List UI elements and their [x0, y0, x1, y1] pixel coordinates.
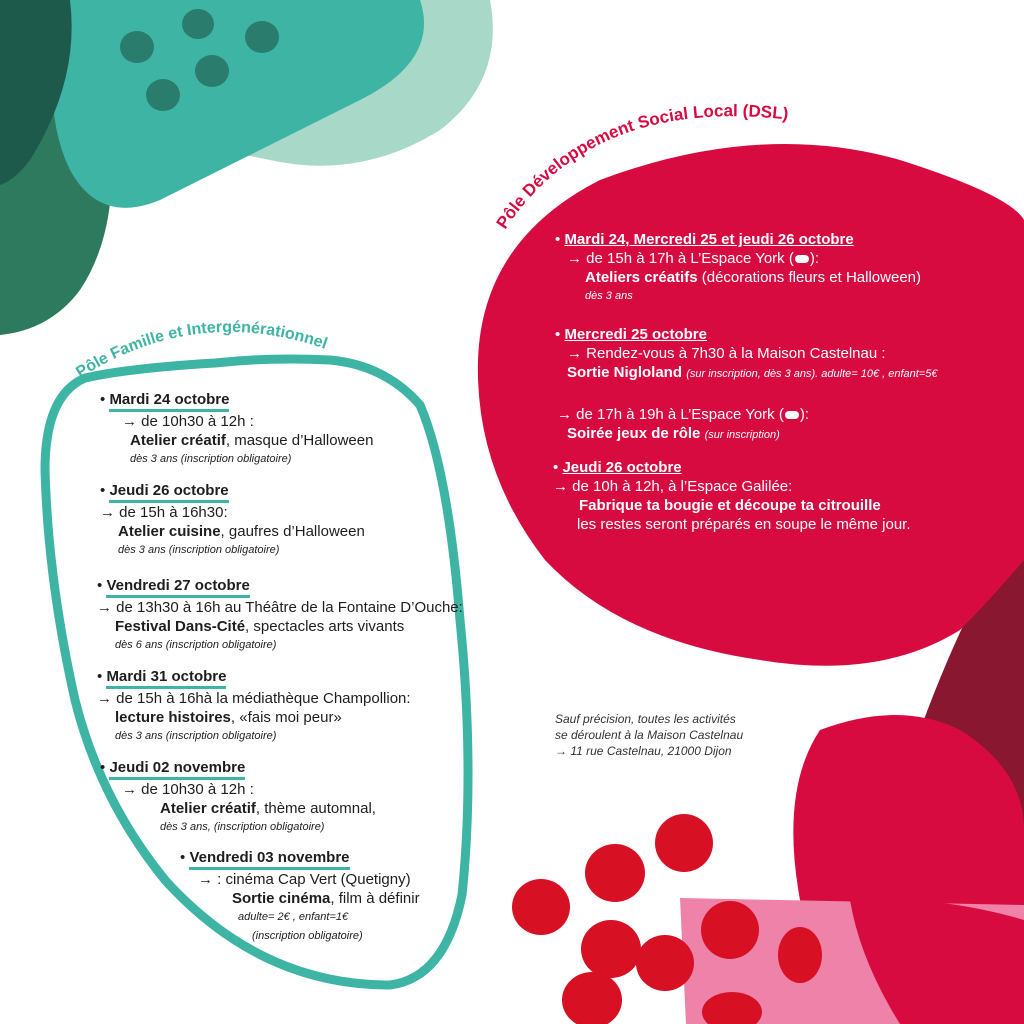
activity-name: Soirée jeux de rôle	[567, 425, 701, 442]
activity-name: Festival Dans-Cité	[115, 618, 246, 635]
famille-event-3: • Vendredi 27 octobre → de 13h30 à 16h au Théâtre de la Fontaine D’Ouche: Festival Dans-Cité, spectacles arts vivants dès 6 ans (inscription obligatoire)	[97, 577, 463, 651]
activity-name: Sortie cinéma	[232, 890, 331, 907]
famille-event-4: • Mardi 31 octobre → de 15h à 16hà la médiathèque Champollion: lecture histoires, «fais moi peur» dès 3 ans (inscription obligatoire)	[97, 668, 411, 742]
dsl-title: Pôle Développement Social Local (DSL)	[492, 101, 790, 233]
famille-title: Pôle Famille et Intergénérationnel	[73, 318, 330, 382]
activity-name: lecture histoires	[115, 709, 231, 726]
famille-event-2: • Jeudi 26 octobre → de 15h à 16h30: Atelier cuisine, gaufres d’Halloween dès 3 ans (inscription obligatoire)	[100, 482, 365, 556]
event-date: Vendredi 03 novembre	[189, 848, 349, 870]
event-date: Jeudi 26 octobre	[562, 459, 682, 476]
event-date: Jeudi 26 octobre	[109, 481, 228, 503]
location-note: Sauf précision, toutes les activités se déroulent à la Maison Castelnau → 11 rue Castelnau, 21000 Dijon	[555, 712, 744, 758]
event-date: Mardi 24 octobre	[109, 390, 229, 412]
dsl-event-2: • Mercredi 25 octobre → Rendez-vous à 7h30 à la Maison Castelnau : Sortie Nigloland (sur inscription, dès 3 ans). adulte= 10€ , enfant=5€ → de 17h à 19h à L’Espace York ( ): Soirée jeux de rôle (sur inscription)	[555, 326, 938, 442]
event-date: Jeudi 02 novembre	[109, 758, 245, 780]
activity-name: Fabrique ta bougie et découpe ta citrouille	[579, 497, 881, 514]
famille-event-1: • Mardi 24 octobre → de 10h30 à 12h : Atelier créatif, masque d’Halloween dès 3 ans (inscription obligatoire)	[100, 391, 374, 465]
famille-event-6: • Vendredi 03 novembre → : cinéma Cap Vert (Quetigny) Sortie cinéma, film à définir adulte= 2€ , enfant=1€ (inscription obligatoire)	[180, 849, 420, 942]
activity-name: Atelier cuisine	[118, 523, 221, 540]
event-date: Mardi 24, Mercredi 25 et jeudi 26 octobre	[564, 231, 854, 248]
york-logo-icon	[785, 411, 799, 419]
dsl-event-3: • Jeudi 26 octobre → de 10h à 12h, à l’Espace Galilée: Fabrique ta bougie et découpe ta citrouille les restes seront préparés en soupe le même jour.	[553, 459, 911, 533]
famille-event-5: • Jeudi 02 novembre → de 10h30 à 12h : Atelier créatif, thème automnal, dès 3 ans, (inscription obligatoire)	[100, 759, 376, 833]
event-date: Mercredi 25 octobre	[564, 326, 707, 343]
event-date: Vendredi 27 octobre	[106, 576, 249, 598]
york-logo-icon	[795, 255, 809, 263]
event-date: Mardi 31 octobre	[106, 667, 226, 689]
activity-name: Sortie Nigloland	[567, 364, 683, 381]
activity-name: Atelier créatif	[160, 800, 256, 817]
activity-name: Atelier créatif	[130, 432, 226, 449]
dsl-event-1: • Mardi 24, Mercredi 25 et jeudi 26 octobre → de 15h à 17h à L’Espace York ( ): Ateliers créatifs (décorations fleurs et Halloween) dès 3 ans	[555, 231, 922, 302]
activity-name: Ateliers créatifs	[585, 269, 698, 286]
